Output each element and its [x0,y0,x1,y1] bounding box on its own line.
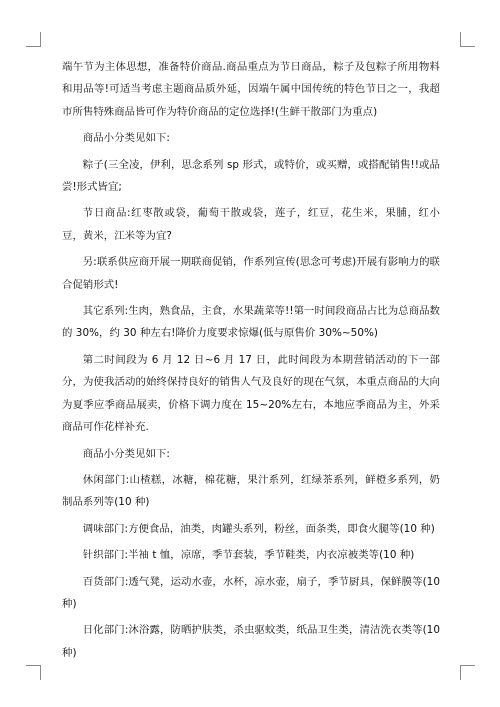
paragraph-zongzi: 粽子(三全凌，伊利，思念系列 sp 形式，或特价，或买赠，或搭配销售!!或品尝!形式皆宜; [62,158,440,194]
paragraph-subcategory-heading-2: 商品小分类见如下: [82,447,170,460]
crop-mark-bottom-left [26,665,41,680]
crop-mark-bottom-right [460,665,475,680]
crop-mark-top-right [460,32,475,47]
paragraph-knitwear-dept: 针织部门:半袖 t 恤，凉席，季节套装，季节鞋类，内衣凉被类等(10 种) [82,549,415,562]
document-body [62,56,440,668]
paragraph-subcategory-heading: 商品小分类见如下: [82,132,170,145]
paragraph-general-goods-dept: 百货部门:透气凳，运动水壶，水杯，凉水壶，扇子，季节厨具，保鲜膜等(10 种) [62,575,440,610]
paragraph-intro: 端午节为主体思想，准备特价商品.商品重点为节日商品，粽子及包粽子所用物料和用品等!可适当考虑主题商品质外延，因端午属中国传统的特色节日之一，我超市所售特殊商品皆可作为特价商品的定位选择!(生鲜干散部门为重点) [62,61,440,118]
paragraph-other-series: 其它系列:生肉，熟食品，主食，水果蔬菜等!!第一时间段商品占比为总商品数的 30%，约 30 种左右!降价力度要求惊爆(低与原售价 30%~50%) [62,305,440,340]
crop-mark-top-left [26,32,41,47]
paragraph-supplier-promo: 另:联系供应商开展一期联商促销，作系列宣传(思念可考虑)开展有影响力的联合促销形式! [62,256,440,291]
paragraph-festival-goods: 节日商品:红枣散或袋，葡萄干散或袋，莲子，红豆，花生米，果脯，红小豆，黄米，江米等为宜? [62,207,440,242]
paragraph-seasoning-dept: 调味部门:方便食品，油类，肉罐头系列，粉丝，面条类，即食火腿等(10 种) [82,522,435,535]
paragraph-second-period: 第二时间段为 6 月 12 日~6 月 17 日，此时间段为本期营销活动的下一部分，为使我活动的始终保持良好的销售人气及良好的现在气氛，本重点商品的大向为夏季应季商品展卖，价格下调力度在 15~20%左右，本地应季商品为主，外采商品可作花样补充. [62,353,440,434]
paragraph-daily-chem-dept: 日化部门:沐浴露，防晒护肤类，杀虫驱蚊类，纸品卫生类，清洁洗衣类等(10 种) [62,624,440,659]
paragraph-leisure-dept: 休闲部门:山楂糕，冰糖，棉花糖，果汁系列，红绿茶系列，鲜橙多系列，奶制品系列等(10 种) [62,473,440,509]
